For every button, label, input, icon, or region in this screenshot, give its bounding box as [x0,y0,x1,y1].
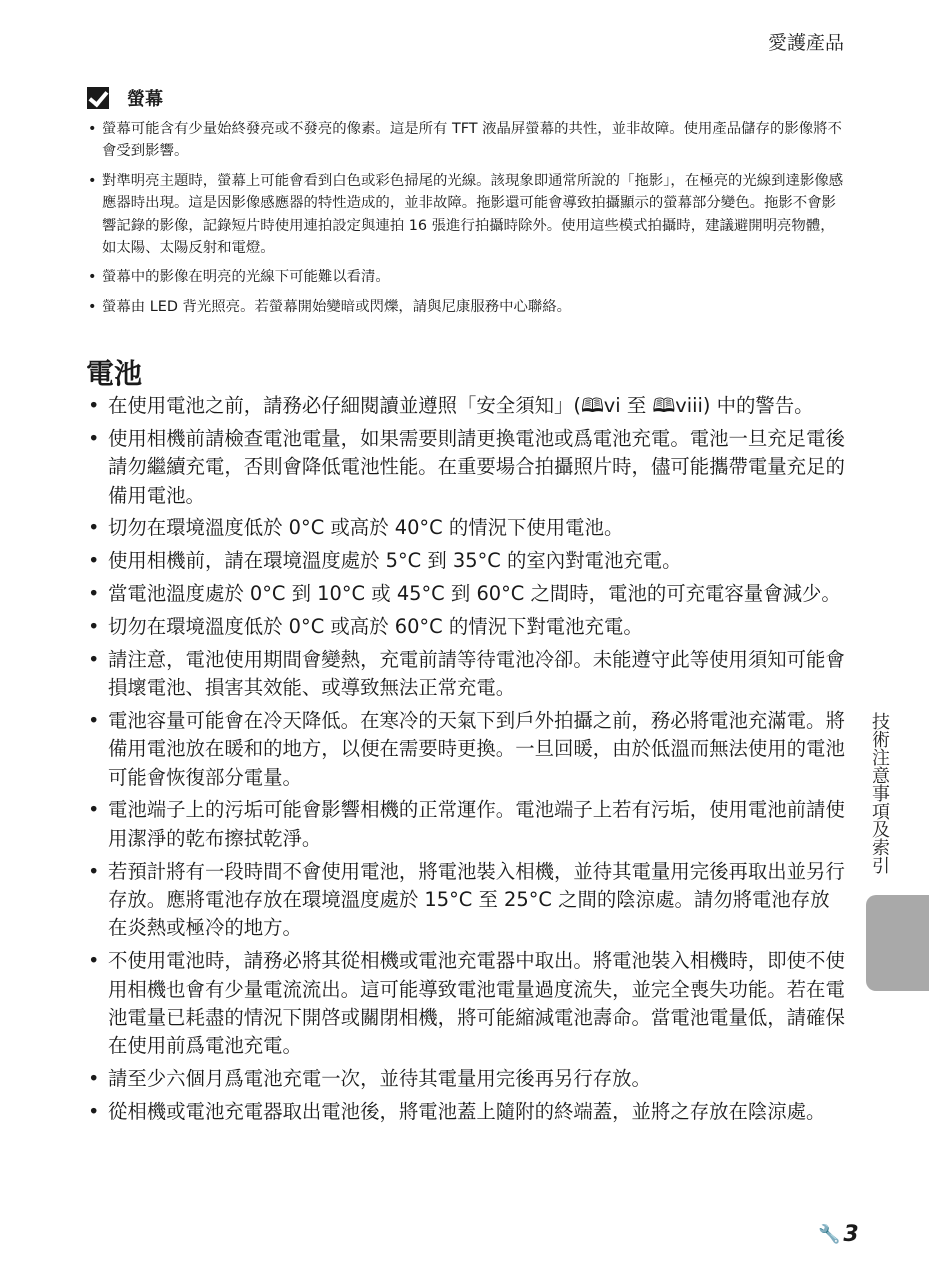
checkbox-icon [87,87,109,109]
note-title: 螢幕 [127,89,163,110]
reference-icon: 🔧 [818,1224,841,1245]
list-item: • 請至少六個月爲電池充電一次，並待其電量用完後再另行存放。 [86,1065,846,1093]
list-item: • 螢幕由 LED 背光照亮。若螢幕開始變暗或閃爍，請與尼康服務中心聯絡。 [88,296,844,318]
side-section-label: 技術注意事項及索引 [869,712,890,874]
list-item: • 切勿在環境溫度低於 0°C 或高於 40°C 的情況下使用電池。 [86,514,846,542]
side-thumb-tab [866,895,929,991]
list-item: • 當電池溫度處於 0°C 到 10°C 或 45°C 到 60°C 之間時，電池的可充電容量會減少。 [86,580,846,608]
list-item: • 不使用電池時，請務必將其從相機或電池充電器中取出。將電池裝入相機時，即使不使用相機也會有少量電流流出。這可能導致電池電量過度流失，並完全喪失功能。若在電池電量已耗盡的情況下開啓或關閉相機，將可能縮減電池壽命。當電池電量低，請確保在使用前爲電池充電。 [86,947,846,1061]
page-header-title: 愛護產品 [767,32,844,54]
note-heading [87,84,163,112]
list-item: • 請注意，電池使用期間會變熱，充電前請等待電池冷卻。未能遵守此等使用須知可能會損壞電池、損害其效能、或導致無法正常充電。 [86,646,846,703]
list-item: • 螢幕中的影像在明亮的光線下可能難以看清。 [88,266,844,288]
list-item: • 使用相機前，請在環境溫度處於 5°C 到 35°C 的室內對電池充電。 [86,547,846,575]
list-item: • 若預計將有一段時間不會使用電池，將電池裝入相機，並待其電量用完後再取出並另行存放。應將電池存放在環境溫度處於 15°C 至 25°C 之間的陰涼處。請勿將電池存放在炎熱或極冷的地方。 [86,858,846,943]
list-item: • 切勿在環境溫度低於 0°C 或高於 60°C 的情況下對電池充電。 [86,613,846,641]
list-item: • 電池容量可能會在冷天降低。在寒冷的天氣下到戶外拍攝之前，務必將電池充滿電。將備用電池放在暖和的地方，以便在需要時更換。一旦回暖，由於低溫而無法使用的電池可能會恢復部分電量。 [86,707,846,792]
page-number [818,1222,859,1247]
list-item: • 螢幕可能含有少量始終發亮或不發亮的像素。這是所有 TFT 液晶屏螢幕的共性，並非故障。使用產品儲存的影像將不會受到影響。 [88,118,844,163]
note-list [88,118,844,325]
page-number-text: 3 [843,1222,859,1247]
list-item: • 使用相機前請檢查電池電量，如果需要則請更換電池或爲電池充電。電池一旦充足電後請勿繼續充電，否則會降低電池性能。在重要場合拍攝照片時，儘可能攜帶電量充足的備用電池。 [86,425,846,510]
list-item: • 在使用電池之前，請務必仔細閱讀並遵照「安全須知」(🕮vi 至 🕮viii) 中的警告。 [86,392,846,420]
list-item: • 電池端子上的污垢可能會影響相機的正常運作。電池端子上若有污垢，使用電池前請使用潔淨的乾布擦拭乾淨。 [86,796,846,853]
list-item: • 從相機或電池充電器取出電池後，將電池蓋上隨附的終端蓋，並將之存放在陰涼處。 [86,1098,846,1126]
battery-list [86,392,846,1131]
section-title: 電池 [86,357,143,390]
list-item: • 對準明亮主題時，螢幕上可能會看到白色或彩色掃尾的光線。該現象即通常所說的「拖影」，在極亮的光線到達影像感應器時出現。這是因影像感應器的特性造成的，並非故障。拖影還可能會導致拍攝顯示的螢幕部分變色。拖影不會影響記錄的影像，記錄短片時使用連拍設定與連拍 16 張進行拍攝時除外。使用這些模式拍攝時，建議避開明亮物體，如太陽、太陽反射和電燈。 [88,170,844,260]
